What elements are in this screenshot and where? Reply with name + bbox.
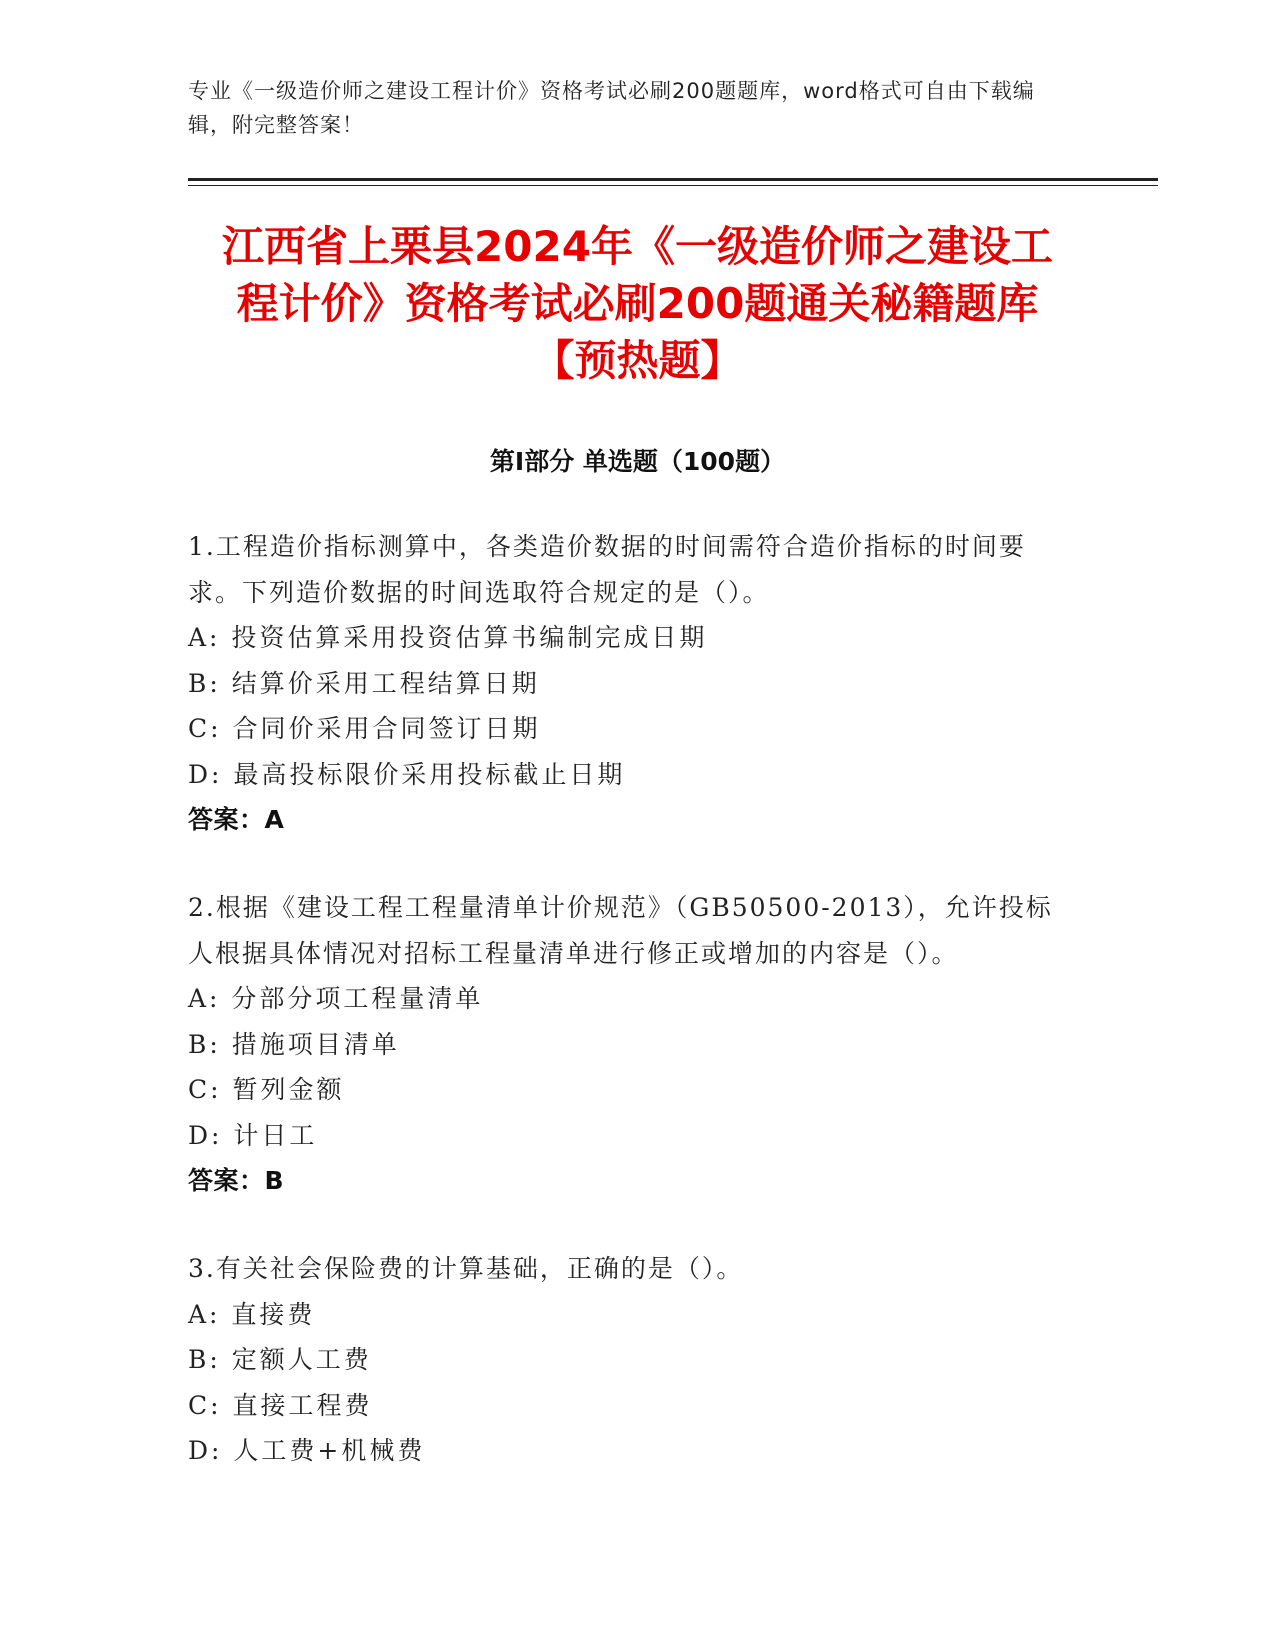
question-3 [188,1246,1068,1474]
title-line-2: 程计价》资格考试必刷200题通关秘籍题库 [236,279,1039,328]
answer: 答案：A [188,805,285,834]
title-line-3: 【预热题】 [532,336,743,385]
option-d: D: 最高投标限价采用投标截止日期 [188,759,626,789]
option-c: C: 暂列金额 [188,1075,345,1104]
section-heading: 第I部分 单选题（100题） [489,447,786,476]
option-a: A: 直接费 [188,1299,316,1329]
option-a: A: 投资估算采用投资估算书编制完成日期 [188,623,708,652]
header-note: 专业《一级造价师之建设工程计价》资格考试必刷200题题库，word格式可自由下载编辑，附完整答案！ [188,79,1035,137]
option-b: B: 结算价采用工程结算日期 [188,668,540,698]
header-divider-thick [188,178,1158,181]
option-b: B: 措施项目清单 [188,1029,400,1059]
header-divider-thin [188,185,1158,186]
option-a: A: 分部分项工程量清单 [188,984,484,1013]
question-1 [188,524,1068,843]
question-stem: 2.根据《建设工程工程量清单计价规范》（GB50500-2013），允许投标人根据具体情况对招标工程量清单进行修正或增加的内容是（）。 [188,893,1053,968]
question-stem: 1.工程造价指标测算中，各类造价数据的时间需符合造价指标的时间要求。下列造价数据的时间选取符合规定的是（）。 [188,532,1026,607]
option-b: B: 定额人工费 [188,1345,372,1374]
option-d: D: 计日工 [188,1120,318,1150]
answer: 答案：B [188,1166,285,1195]
document-title [150,218,1125,389]
option-d: D: 人工费+机械费 [188,1436,426,1465]
question-stem: 3.有关社会保险费的计算基础，正确的是（）。 [188,1254,744,1283]
title-line-1: 江西省上栗县2024年《一级造价师之建设工 [222,222,1053,271]
question-2 [188,885,1068,1204]
option-c: C: 合同价采用合同签订日期 [188,714,541,743]
option-c: C: 直接工程费 [188,1390,373,1420]
